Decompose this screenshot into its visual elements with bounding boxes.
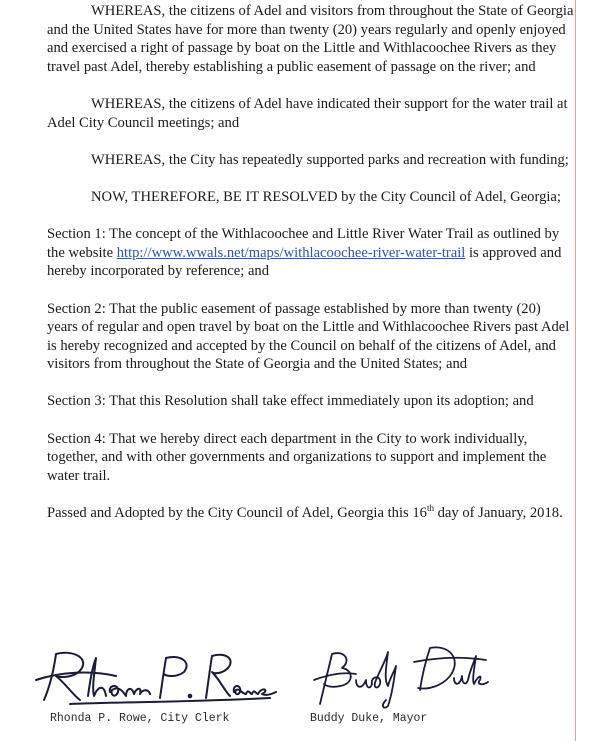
whereas-paragraph-1: WHEREAS, the citizens of Adel and visitors from throughout the State of Georgia and the United States have for more than twenty (20) years regularly and openly enjoyed and exercised a right of passage by boat on the Little and Withlacoochee Rivers as they travel past Adel, thereby establishing a public easement of passage on the river; and	[47, 3, 574, 75]
passed-adopted-paragraph	[47, 504, 575, 523]
section-3-paragraph: Section 3: That this Resolution shall take effect immediately upon its adoption; and	[47, 393, 534, 410]
signature-block	[0, 640, 600, 741]
section-4-paragraph: Section 4: That we hereby direct each department in the City to work individually, together, and with other governments and organizations to support and implement the water trail.	[47, 430, 547, 484]
clerk-caption: Rhonda P. Rowe, City Clerk	[50, 712, 230, 725]
whereas-paragraph-2: WHEREAS, the citizens of Adel have indicated their support for the water trail at Adel City Council meetings; and	[47, 95, 568, 131]
page-margin-line	[575, 0, 576, 741]
passed-date-suffix: th	[426, 503, 434, 514]
resolution-body	[47, 2, 575, 541]
section-1-text-before: Section 1: The concept of the Withlacoochee and Little River Water Trail as outlined by the website	[47, 226, 560, 261]
whereas-paragraph-3: WHEREAS, the City has repeatedly supported parks and recreation with funding;	[91, 151, 569, 168]
mayor-caption: Buddy Duke, Mayor	[310, 712, 428, 725]
passed-text-after: day of January, 2018.	[433, 505, 563, 522]
clerk-signature	[30, 646, 280, 708]
passed-text-before: Passed and Adopted by the City Council of Adel, Georgia this 16	[47, 505, 427, 522]
resolved-paragraph: NOW, THEREFORE, BE IT RESOLVED by the City Council of Adel, Georgia;	[91, 188, 561, 205]
section-2-paragraph: Section 2: That the public easement of passage established by more than twenty (20) years of regular and open travel by boat on the Little and Withlacoochee Rivers past Adel is hereby recognized and accepted by the Council on behalf of the citizens of Adel, and visitors from throughout the State of Georgia and the United States; and	[47, 300, 570, 373]
mayor-signature	[310, 640, 490, 712]
water-trail-link[interactable]: http://www.wwals.net/maps/withlacoochee-river-water-trail	[116, 244, 466, 261]
section-1-paragraph	[47, 225, 575, 281]
section-1-text-after: is approved and hereby incorporated by reference; and	[47, 244, 562, 280]
